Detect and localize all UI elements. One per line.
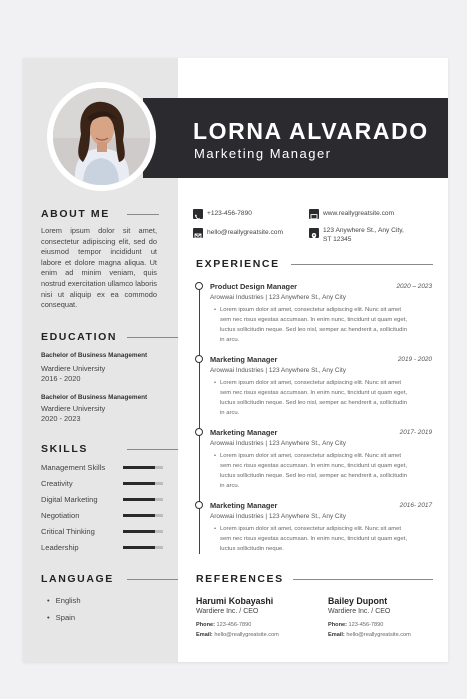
skill-label: Negotiation	[41, 511, 80, 520]
education-rule	[127, 337, 178, 338]
skill-bar	[123, 546, 163, 549]
skill-bar	[123, 482, 163, 485]
job-description-line: sem nec risus egestas accumsan. In enim nunc, tincidunt ut quam eget,	[220, 317, 407, 323]
reference-phone-line	[328, 622, 383, 628]
profile-photo	[53, 88, 150, 185]
education-school: Wardiere University	[41, 404, 106, 413]
about-rule	[127, 214, 159, 215]
reference-phone-line	[196, 622, 251, 628]
job-description-line: luctus sollicitudin neque. Sed leo nisl, semper ac hendrerit a, sollicitudin	[220, 327, 407, 333]
job-description-line: luctus sollicitudin neque. Sed leo nisl, semper ac hendrerit a, sollicitudin	[220, 473, 407, 479]
skill-bar-fill	[123, 482, 155, 485]
reference-org: Wardiere Inc. / CEO	[196, 608, 259, 615]
timeline-dot	[195, 428, 203, 436]
skills-heading: SKILLS	[41, 443, 88, 455]
reference-phone: 123-456-7890	[216, 622, 252, 628]
job-description-line: • Lorem ipsum dolor sit amet, consectetur adipiscing elit. Nunc sit amet	[220, 453, 402, 459]
contact-phone: +123-456-7890	[207, 210, 252, 217]
reference-phone-label: Phone:	[328, 622, 347, 628]
job-company: Arowwai Industries | 123 Anywhere St., Any City	[210, 294, 346, 301]
portrait-illustration	[53, 88, 150, 185]
reference-email-label: Email:	[196, 632, 213, 638]
job-title: Marketing Manager	[210, 501, 278, 510]
reference-email-label: Email:	[328, 632, 345, 638]
language-rule	[127, 579, 178, 580]
education-school: Wardiere University	[41, 364, 106, 373]
job-description-line: • Lorem ipsum dolor sit amet, consectetur adipiscing elit. Nunc sit amet	[220, 307, 402, 313]
job-description-line: luctus sollicitudin neque.	[220, 546, 284, 552]
skill-bar-fill	[123, 530, 155, 533]
education-years: 2016 - 2020	[41, 374, 81, 383]
job-description-line: sem nec risus egestas accumsan. In enim nunc, tincidunt ut quam eget,	[220, 390, 407, 396]
job-company: Arowwai Industries | 123 Anywhere St., Any City	[210, 367, 346, 374]
timeline-dot	[195, 282, 203, 290]
reference-name: Harumi Kobayashi	[196, 596, 274, 606]
job-description-line: • Lorem ipsum dolor sit amet, consectetur adipiscing elit. Nunc sit amet	[220, 526, 402, 532]
language-item: • English	[47, 596, 81, 605]
reference-name: Bailey Dupont	[328, 596, 388, 606]
reference-email-line	[196, 632, 279, 638]
contact-address-line1: 123 Anywhere St., Any City,	[323, 227, 404, 234]
reference-email: hello@reallygreatsite.com	[346, 632, 411, 638]
globe-icon	[309, 209, 319, 219]
experience-rule	[291, 264, 433, 265]
about-heading: ABOUT ME	[41, 208, 110, 220]
skill-bar	[123, 530, 163, 533]
contact-address-line2: ST 12345	[323, 236, 352, 243]
mail-icon	[193, 228, 203, 238]
skill-label: Creativity	[41, 479, 73, 488]
education-heading: EDUCATION	[41, 331, 118, 343]
job-description	[220, 451, 432, 491]
job-dates: 2019 - 2020	[397, 356, 432, 363]
phone-icon	[193, 209, 203, 219]
contact-website: www.reallygreatsite.com	[323, 210, 395, 217]
job-description-line: in arcu.	[220, 410, 240, 416]
job-company: Arowwai Industries | 123 Anywhere St., Any City	[210, 513, 346, 520]
job-company: Arowwai Industries | 123 Anywhere St., Any City	[210, 440, 346, 447]
candidate-name: LORNA ALVARADO	[193, 118, 429, 144]
reference-email-line	[328, 632, 411, 638]
job-dates: 2016- 2017	[399, 502, 432, 509]
job-description	[220, 305, 432, 345]
job-description-line: sem nec risus egestas accumsan. In enim nunc, tincidunt ut quam eget,	[220, 536, 407, 542]
reference-org: Wardiere Inc. / CEO	[328, 608, 391, 615]
job-title: Marketing Manager	[210, 355, 278, 364]
resume-sheet	[23, 58, 448, 662]
education-degree: Bachelor of Business Management	[41, 352, 148, 359]
skill-bar	[123, 514, 163, 517]
reference-email: hello@reallygreatsite.com	[214, 632, 279, 638]
skill-label: Digital Marketing	[41, 495, 98, 504]
job-description-line: in arcu.	[220, 337, 240, 343]
experience-heading: EXPERIENCE	[196, 258, 280, 270]
education-degree: Bachelor of Business Management	[41, 394, 148, 401]
skill-bar-fill	[123, 498, 155, 501]
about-text: Lorem ipsum dolor sit amet, consectetur adipiscing elit, sed do eiusmod tempor incididunt ut labore et dolore magna aliqua. Ut enim ad minim veniam, quis nostrud exercitation ullamco laboris nisi ut aliquip ex ea commodo consequat.	[41, 226, 157, 310]
timeline-dot	[195, 501, 203, 509]
reference-phone: 123-456-7890	[348, 622, 384, 628]
job-dates: 2017- 2019	[399, 429, 432, 436]
timeline-line	[199, 286, 200, 554]
skill-bar-fill	[123, 514, 155, 517]
skill-label: Leadership	[41, 543, 79, 552]
job-description	[220, 524, 432, 554]
job-title: Marketing Manager	[210, 428, 278, 437]
job-description-line: sem nec risus egestas accumsan. In enim nunc, tincidunt ut quam eget,	[220, 463, 407, 469]
job-description-line: in arcu.	[220, 483, 240, 489]
location-icon	[309, 228, 319, 238]
skill-label: Management Skills	[41, 463, 106, 472]
language-item: • Spain	[47, 613, 75, 622]
job-title: Product Design Manager	[210, 282, 298, 291]
reference-phone-label: Phone:	[196, 622, 215, 628]
contact-email: hello@reallygreatsite.com	[207, 229, 283, 236]
education-years: 2020 - 2023	[41, 414, 81, 423]
job-description-line: • Lorem ipsum dolor sit amet, consectetur adipiscing elit. Nunc sit amet	[220, 380, 402, 386]
references-heading: REFERENCES	[196, 573, 284, 585]
skill-label: Critical Thinking	[41, 527, 95, 536]
skill-bar	[123, 498, 163, 501]
references-rule	[293, 579, 433, 580]
timeline-dot	[195, 355, 203, 363]
candidate-title: Marketing Manager	[194, 146, 332, 161]
skills-rule	[127, 449, 178, 450]
skill-bar-fill	[123, 546, 155, 549]
profile-photo-frame	[47, 82, 156, 191]
language-heading: LANGUAGE	[41, 573, 114, 585]
job-description-line: luctus sollicitudin neque. Sed leo nisl, semper ac hendrerit a, sollicitudin	[220, 400, 407, 406]
skill-bar-fill	[123, 466, 155, 469]
job-description	[220, 378, 432, 418]
skill-bar	[123, 466, 163, 469]
job-dates: 2020 – 2023	[396, 283, 432, 290]
